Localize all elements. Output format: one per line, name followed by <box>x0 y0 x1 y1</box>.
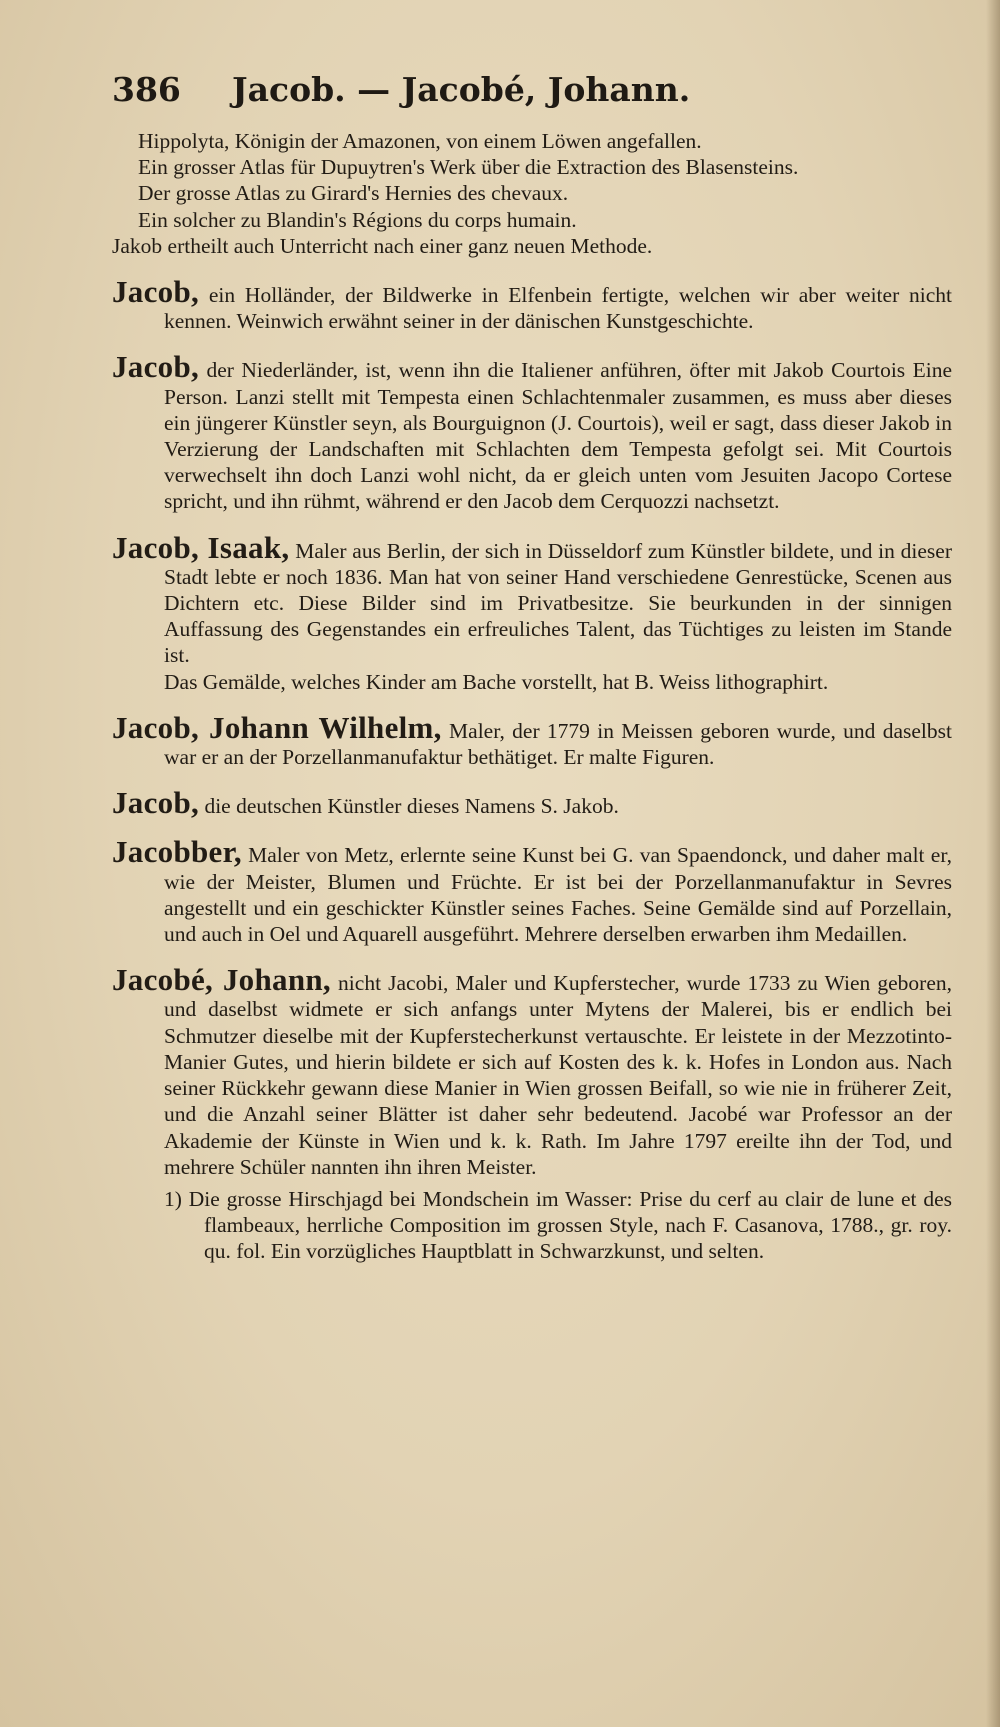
entry-jacob-isaak <box>112 529 952 669</box>
work-text: Die grosse Hirschjagd bei Mondschein im Wasser: Prise du cerf au clair de lune et des flambeaux, herrliche Composition im grossen Style, nach F. Casanova, 1788., gr. roy. qu. fol. Ein vorzügliches Hauptblatt in Schwarzkunst, und selten. <box>188 1186 952 1264</box>
entry-heading: Jacobé, Johann, <box>112 962 331 998</box>
page-header <box>112 70 712 109</box>
entry-jacobe-johann <box>112 962 952 1180</box>
entry-heading: Jacobber, <box>112 834 242 870</box>
entry-jacobber <box>112 834 952 947</box>
intro-line: Ein grosser Atlas für Dupuytren's Werk über die Extraction des Blasensteins. <box>138 155 799 180</box>
running-head: Jacob. — Jacobé, Johann. <box>232 70 691 109</box>
entry-text: Maler von Metz, erlernte seine Kunst bei G. van Spaendonck, und daher malt er, wie der Meister, Blumen und Früchte. Er ist bei der Porzellanmanufaktur in Sevres angestellt und ein geschickter Künstler seines Faches. Seine Gemälde sind auf Porzellain, und auch in Oel und Aquarell ausgeführt. Mehrere derselben erwarben ihm Medaillen. <box>164 843 952 947</box>
entry-heading: Jacob, Isaak, <box>112 529 290 565</box>
entry-jacob-hollaender <box>112 274 953 334</box>
entry-text: der Niederländer, ist, wenn ihn die Italiener anführen, öfter mit Jakob Courtois Eine Person. Lanzi stellt mit Tempesta einen Schlachtenmaler zusammen, es muss aber dieses ein jüngerer Künstler seyn, als Bourguignon (J. Courtois), weil er sagt, dass dieser Jakob in Verzierung der Landschaften mit Schlachten dem Tempesta gefolgt sei. Mit Courtois verwechselt ihn doch Lanzi wohl nicht, da er gleich unten vom Jesuiten Jacopo Cortese spricht, und ihn rühmt, während er den Jacob dem Cerquozzi nachsetzt. <box>164 358 952 514</box>
entry-heading: Jacob, <box>112 274 200 310</box>
entry-text: nicht Jacobi, Maler und Kupferstecher, wurde 1733 zu Wien geboren, und daselbst widmete er sich anfangs unter Mytens der Malerei, bis er endlich bei Schmutzer dieselbe mit der Kupferstecherkunst vertauschte. Er leistete in der Mezzotinto-Manier Gutes, und hierin bildete er sich auf Kosten des k. k. Hofes in London aus. Nach seiner Rückkehr gewann diese Manier in Wien grossen Beifall, so wie nie in früherer Zeit, und die Anzahl seiner Blätter ist daher sehr bedeutend. Jacobé war Professor an der Akademie der Künste in Wien und k. k. Rath. Im Jahre 1797 ereilte ihn der Tod, und mehrere Schüler nannten ihn ihren Meister. <box>164 971 952 1179</box>
work-number: 1) <box>164 1186 182 1211</box>
intro-note: Jakob ertheilt auch Unterricht nach einer ganz neuen Methode. <box>112 233 653 258</box>
intro-line: Hippolyta, Königin der Amazonen, von einem Löwen angefallen. <box>138 129 702 153</box>
entry-text: Maler, der 1779 in Meissen geboren wurde, und daselbst war er an der Porzellanmanufaktur bethätiget. Er malte Figuren. <box>164 718 952 770</box>
entry-text: Maler aus Berlin, der sich in Düsseldorf zum Künstler bildete, und in dieser Stadt lebte er noch 1836. Man hat von seiner Hand verschiedene Genrestücke, Scenen aus Dichtern etc. Diese Bilder sind im Privatbesitze. Sie beurkunden in der sinnigen Auffassung des Gegenstandes ein erfreuliches Talent, das Tüchtiges zu leisten im Stande ist. <box>164 538 952 668</box>
page-body <box>112 128 952 1265</box>
entry-heading: Jacob, Johann Wilhelm, <box>112 709 442 745</box>
entry-note: Das Gemälde, welches Kinder am Bache vorstellt, hat B. Weiss lithographirt. <box>164 669 829 694</box>
entry-heading: Jacob, <box>112 785 200 821</box>
work-list-item <box>112 1186 952 1265</box>
entry-jacob-deutsche <box>112 785 952 821</box>
entry-jacob-niederlaender <box>112 349 952 514</box>
intro-line: Ein solcher zu Blandin's Régions du corps humain. <box>138 207 577 232</box>
entry-jacob-johann-wilhelm <box>112 709 952 770</box>
intro-line: Der grosse Atlas zu Girard's Hernies des chevaux. <box>138 181 569 206</box>
entry-text: ein Holländer, der Bildwerke in Elfenbein fertigte, welchen wir aber weiter nicht kennen. Weinwich erwähnt seiner in der dänischen Kunstgeschichte. <box>164 283 953 334</box>
entry-heading: Jacob, <box>112 349 200 385</box>
entry-text: die deutschen Künstler dieses Namens S. Jakob. <box>204 794 619 819</box>
page-number: 386 <box>112 70 181 109</box>
